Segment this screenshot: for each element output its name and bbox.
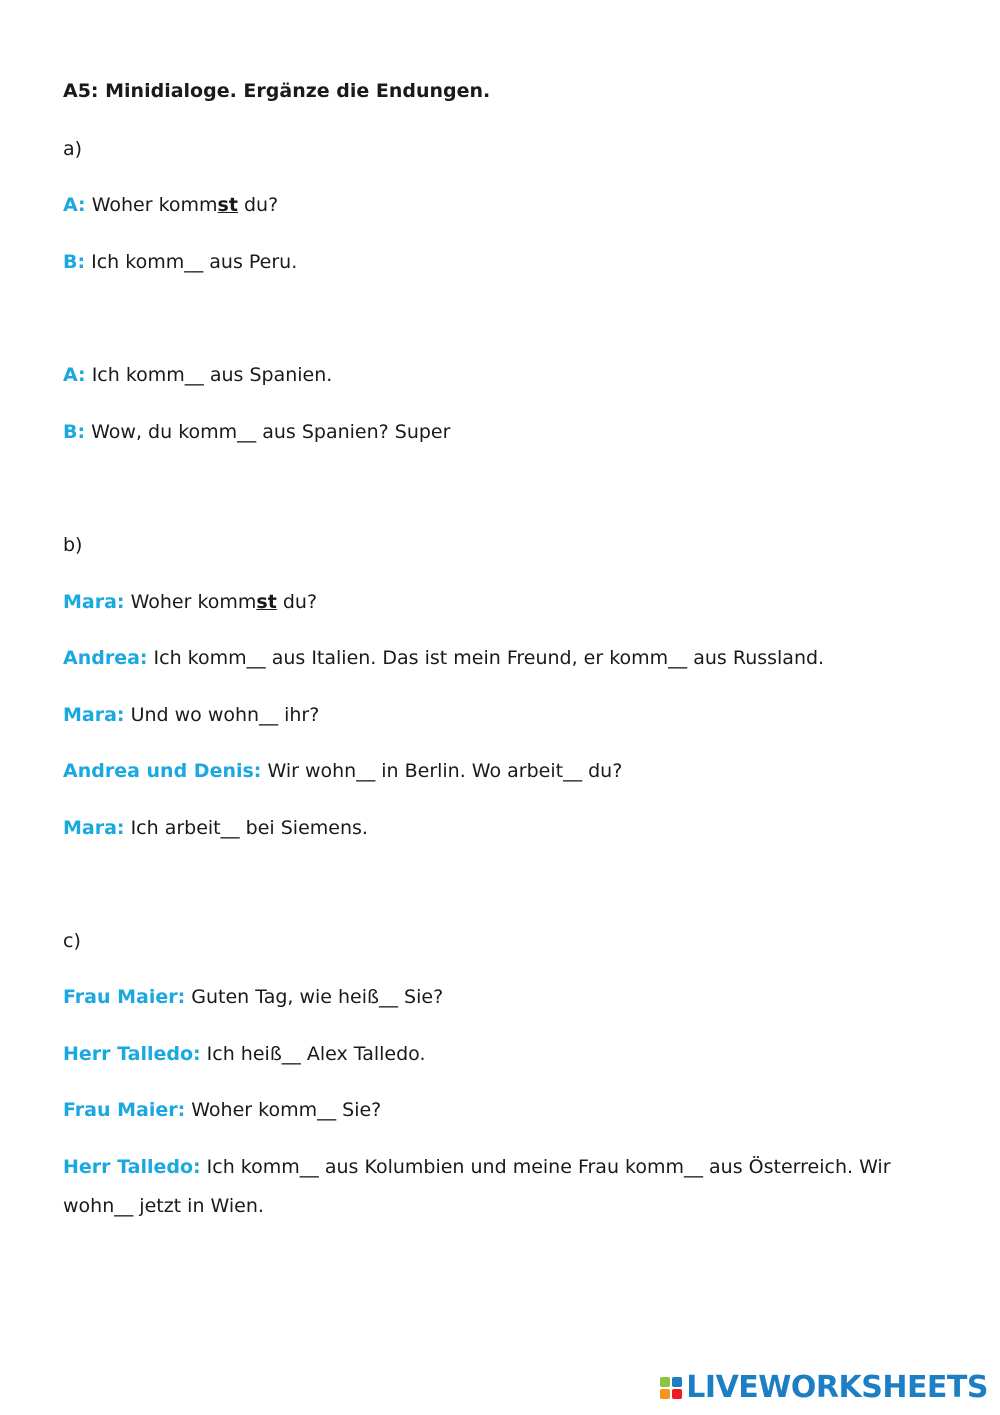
logo-square bbox=[660, 1389, 670, 1399]
dialogue-line bbox=[63, 696, 319, 735]
line-text[interactable]: Ich arbeit__ bei Siemens. bbox=[124, 817, 368, 839]
exercise-title: A5: Minidialoge. Ergänze die Endungen. bbox=[63, 80, 491, 102]
speaker-label: Mara: bbox=[63, 704, 125, 726]
speaker-label: Herr Talledo: bbox=[63, 1043, 201, 1065]
logo-grid-icon bbox=[660, 1377, 682, 1399]
line-text[interactable]: Ich komm__ aus Spanien. bbox=[85, 364, 333, 386]
line-text: du? bbox=[276, 591, 318, 613]
dialogue-line bbox=[63, 583, 317, 622]
speaker-label: Frau Maier: bbox=[63, 986, 186, 1008]
dialogue-line bbox=[63, 639, 824, 678]
speaker-label: Andrea: bbox=[63, 647, 148, 669]
dialogue-line bbox=[63, 186, 278, 225]
logo-square bbox=[660, 1377, 670, 1387]
speaker-label: Frau Maier: bbox=[63, 1099, 186, 1121]
dialogue-line bbox=[63, 1091, 381, 1130]
speaker-label: Mara: bbox=[63, 591, 125, 613]
speaker-label: B: bbox=[63, 421, 86, 443]
logo-square bbox=[672, 1377, 682, 1387]
dialogue-line bbox=[63, 978, 443, 1017]
line-text[interactable]: Ich komm__ aus Kolumbien und meine Frau komm__ aus Österreich. Wir wohn__ jetzt in Wien. bbox=[63, 1156, 891, 1217]
speaker-label: A: bbox=[63, 194, 86, 216]
example-ending: st bbox=[256, 591, 277, 613]
speaker-label: Mara: bbox=[63, 817, 125, 839]
speaker-label: Herr Talledo: bbox=[63, 1156, 201, 1178]
line-text: du? bbox=[237, 194, 279, 216]
section-label-b: b) bbox=[63, 534, 83, 556]
speaker-label: B: bbox=[63, 251, 86, 273]
liveworksheets-logo bbox=[660, 1370, 988, 1405]
logo-square bbox=[672, 1389, 682, 1399]
line-text: Woher komm bbox=[124, 591, 257, 613]
line-text[interactable]: Guten Tag, wie heiß__ Sie? bbox=[185, 986, 444, 1008]
line-text[interactable]: Woher komm__ Sie? bbox=[185, 1099, 382, 1121]
dialogue-line bbox=[63, 1148, 933, 1226]
line-text[interactable]: Ich heiß__ Alex Talledo. bbox=[200, 1043, 426, 1065]
dialogue-line bbox=[63, 243, 297, 282]
dialogue-line bbox=[63, 1035, 426, 1074]
line-text[interactable]: Ich komm__ aus Italien. Das ist mein Freund, er komm__ aus Russland. bbox=[147, 647, 825, 669]
dialogue-line bbox=[63, 809, 368, 848]
line-text[interactable]: Ich komm__ aus Peru. bbox=[85, 251, 298, 273]
section-label-a: a) bbox=[63, 138, 83, 160]
dialogue-line bbox=[63, 413, 450, 452]
line-text: Woher komm bbox=[85, 194, 218, 216]
line-text[interactable]: Und wo wohn__ ihr? bbox=[124, 704, 320, 726]
speaker-label: A: bbox=[63, 364, 86, 386]
example-ending: st bbox=[217, 194, 238, 216]
logo-text: LIVEWORKSHEETS bbox=[686, 1370, 988, 1405]
speaker-label: Andrea und Denis: bbox=[63, 760, 262, 782]
dialogue-line bbox=[63, 356, 332, 395]
section-label-c: c) bbox=[63, 930, 81, 952]
line-text[interactable]: Wir wohn__ in Berlin. Wo arbeit__ du? bbox=[261, 760, 623, 782]
line-text[interactable]: Wow, du komm__ aus Spanien? Super bbox=[85, 421, 451, 443]
dialogue-line bbox=[63, 752, 622, 791]
